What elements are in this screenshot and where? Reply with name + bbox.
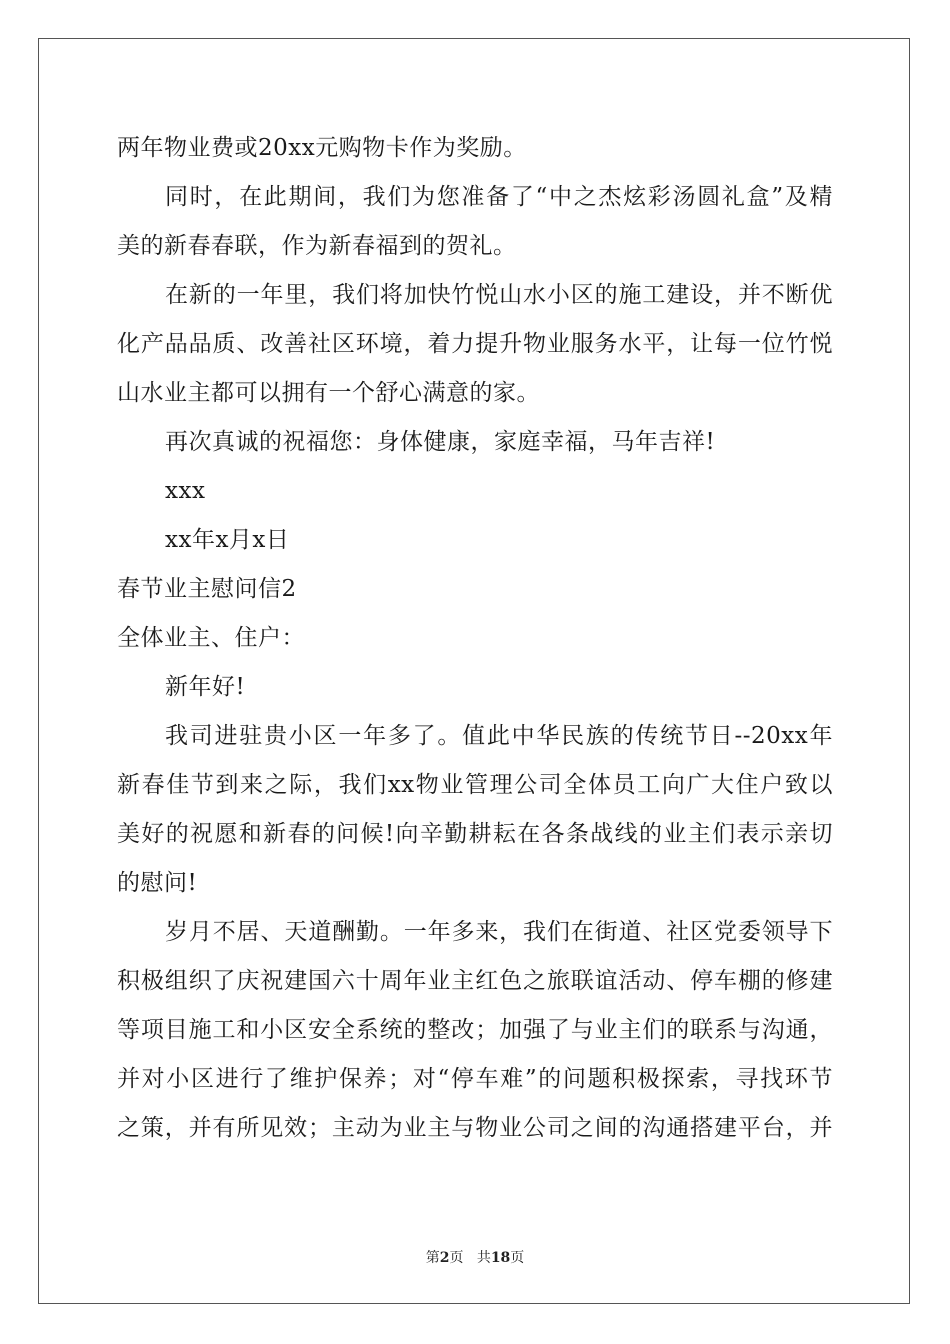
paragraph-line: 之策，并有所见效；主动为业主与物业公司之间的沟通搭建平台，并 bbox=[117, 1115, 833, 1141]
letter-title: 春节业主慰问信2 bbox=[117, 576, 297, 602]
page-number: 2 bbox=[439, 1250, 450, 1266]
paragraph-line: 并对小区进行了维护保养；对“停车难”的问题积极探索，寻找环节 bbox=[117, 1066, 833, 1092]
paragraph-line: 在新的一年里，我们将加快竹悦山水小区的施工建设，并不断优 bbox=[165, 282, 833, 308]
greeting-line: 新年好! bbox=[165, 674, 246, 700]
greeting-line: 再次真诚的祝福您：身体健康，家庭幸福，马年吉祥! bbox=[165, 429, 716, 455]
paragraph-line: 山水业主都可以拥有一个舒心满意的家。 bbox=[117, 380, 540, 406]
document-body bbox=[117, 124, 833, 1153]
page-prefix: 第 bbox=[425, 1250, 440, 1266]
paragraph-line: 同时，在此期间，我们为您准备了“中之杰炫彩汤圆礼盒”及精 bbox=[165, 184, 833, 210]
paragraph-line: 等项目施工和小区安全系统的整改；加强了与业主们的联系与沟通， bbox=[117, 1017, 833, 1043]
page-suffix: 页 bbox=[449, 1250, 464, 1266]
salutation: 全体业主、住户： bbox=[117, 625, 305, 651]
paragraph-line: 岁月不居、天道酬勤。一年多来，我们在街道、社区党委领导下 bbox=[165, 919, 833, 945]
signature-name: xxx bbox=[165, 478, 206, 504]
paragraph-line: 美的新春春联，作为新春福到的贺礼。 bbox=[117, 233, 517, 259]
paragraph-line: 美好的祝愿和新春的问候!向辛勤耕耘在各条战线的业主们表示亲切 bbox=[117, 821, 833, 847]
paragraph-line: 的慰问! bbox=[117, 870, 198, 896]
paragraph-line: 新春佳节到来之际，我们xx物业管理公司全体员工向广大住户致以 bbox=[117, 772, 833, 798]
paragraph-line: 我司进驻贵小区一年多了。值此中华民族的传统节日--20xx年 bbox=[165, 723, 833, 749]
signature-date: xx年x月x日 bbox=[165, 527, 290, 553]
total-pages: 18 bbox=[490, 1250, 511, 1266]
paragraph-line: 两年物业费或20xx元购物卡作为奖励。 bbox=[117, 135, 527, 161]
paragraph-line: 化产品品质、改善社区环境，着力提升物业服务水平，让每一位竹悦 bbox=[117, 331, 833, 357]
page-footer bbox=[0, 1247, 950, 1267]
paragraph-line: 积极组织了庆祝建国六十周年业主红色之旅联谊活动、停车棚的修建 bbox=[117, 968, 833, 994]
total-prefix: 共 bbox=[476, 1250, 491, 1266]
total-suffix: 页 bbox=[510, 1250, 525, 1266]
